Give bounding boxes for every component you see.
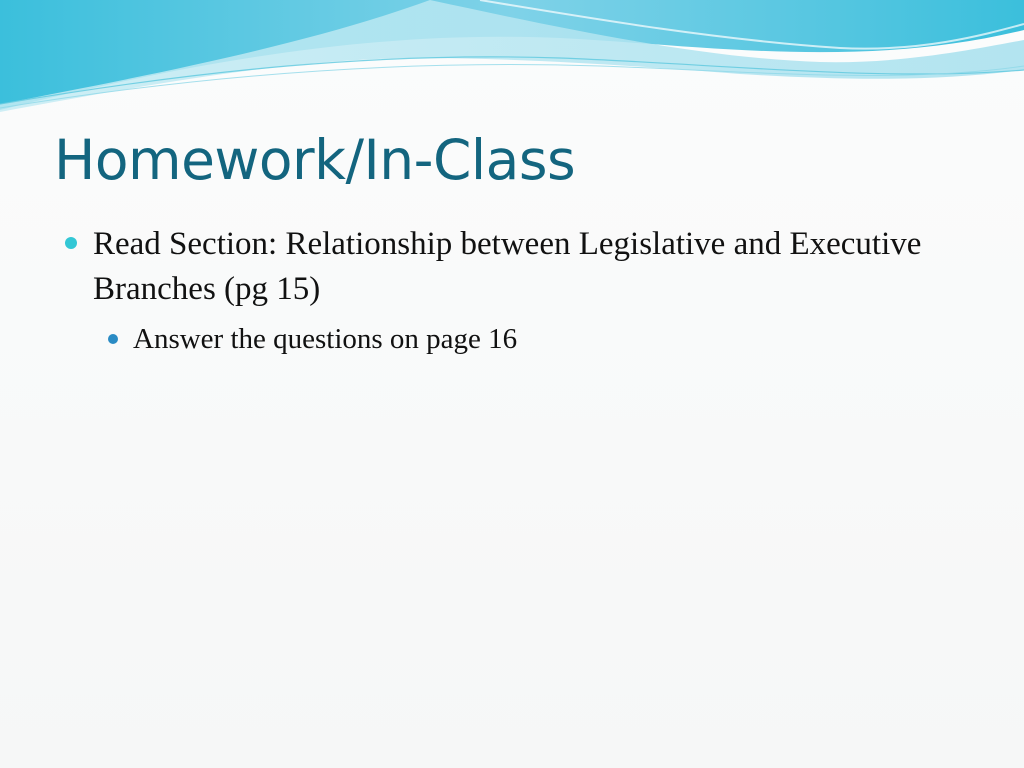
bullet-dot-icon bbox=[65, 237, 77, 249]
sub-bullet-text: Answer the questions on page 16 bbox=[133, 323, 518, 355]
bullet-item bbox=[62, 222, 962, 312]
sub-bullet-dot-icon bbox=[108, 334, 118, 344]
sub-bullet-item bbox=[100, 318, 962, 360]
slide-title: Homework/In-Class bbox=[54, 128, 576, 192]
wave-header-decoration bbox=[0, 0, 1024, 130]
bullet-text: Read Section: Relationship between Legislative and Executive Branches (pg 15) bbox=[93, 226, 922, 307]
slide-body bbox=[62, 222, 962, 360]
